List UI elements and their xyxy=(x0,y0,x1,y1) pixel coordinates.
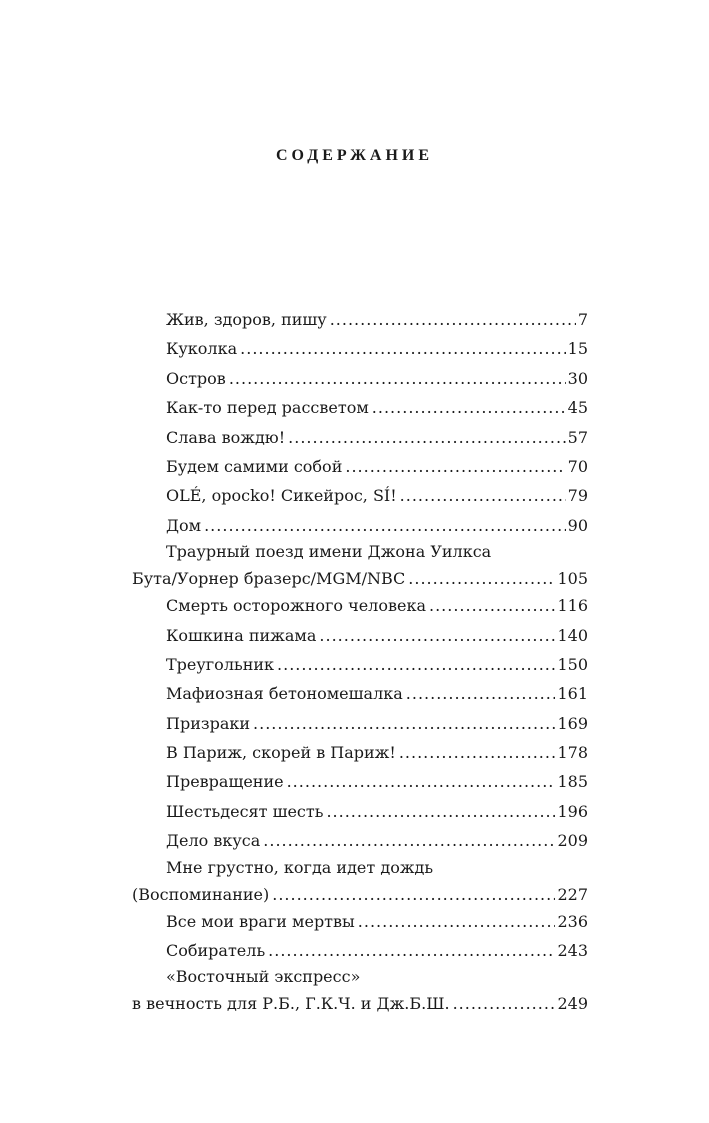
toc-entry[interactable] xyxy=(132,738,588,767)
toc-entry-page: 105 xyxy=(557,569,588,589)
dot-leader xyxy=(240,334,566,363)
toc-entry[interactable] xyxy=(132,305,588,334)
toc-entry-title: Треугольник xyxy=(166,654,275,674)
toc-entry-page: 7 xyxy=(577,310,588,329)
dot-leader xyxy=(400,481,566,510)
toc-entry-page: 227 xyxy=(557,884,588,904)
toc-entry-title: Собиратель xyxy=(166,941,266,961)
toc-entry-title: В Париж, скорей в Париж! xyxy=(166,743,396,763)
toc-entry-page: 116 xyxy=(557,596,588,616)
toc-entry[interactable] xyxy=(132,856,588,907)
toc-entry[interactable] xyxy=(132,393,588,422)
toc-entry-page: 140 xyxy=(557,625,588,645)
dot-leader xyxy=(453,989,556,1018)
toc-entry-title: Все мои враги мертвы xyxy=(166,911,355,931)
toc-entry[interactable] xyxy=(132,511,588,540)
toc-entry-page: 15 xyxy=(567,339,588,359)
toc-entry-title: Как-то перед рассветом xyxy=(166,398,369,418)
toc-entry-title: Мафиозная бетономешалка xyxy=(166,684,403,704)
dot-leader xyxy=(272,880,555,909)
toc-entry-page: 178 xyxy=(557,743,588,763)
toc-entry-page: 90 xyxy=(567,515,588,535)
toc-entry-page: 243 xyxy=(557,941,588,961)
toc-entry[interactable] xyxy=(132,364,588,393)
toc-entry-page: 249 xyxy=(557,994,588,1014)
dot-leader xyxy=(408,564,555,593)
toc-entry-title-line2: (Воспоминание) xyxy=(132,884,270,904)
dot-leader xyxy=(429,591,555,620)
toc-entry-page: 209 xyxy=(557,831,588,851)
dot-leader xyxy=(319,621,555,650)
dot-leader xyxy=(277,650,555,679)
toc-entry-title-line1: Траурный поезд имени Джона Уилкса xyxy=(166,542,492,562)
dot-leader xyxy=(372,393,566,422)
toc-entry-page: 196 xyxy=(557,801,588,821)
toc-entry[interactable] xyxy=(132,540,588,591)
toc-entry[interactable] xyxy=(132,621,588,650)
toc-entry-title: Превращение xyxy=(166,772,284,792)
toc-entry-page: 45 xyxy=(567,398,588,418)
toc-entry-title: Призраки xyxy=(166,713,251,733)
dot-leader xyxy=(345,452,565,481)
dot-leader xyxy=(399,738,556,767)
toc-entry-title: OLÉ, оросkо! Сикейрос, SÍ! xyxy=(166,486,397,506)
page-title: СОДЕРЖАНИЕ xyxy=(275,147,434,164)
toc-entry[interactable] xyxy=(132,797,588,826)
toc-entry-title-line2: Бута/Уорнер бразерс/MGM/NBC xyxy=(132,569,406,589)
toc-entry-title: Слава вождю! xyxy=(166,427,286,447)
toc-entry[interactable] xyxy=(132,907,588,936)
dot-leader xyxy=(358,907,556,936)
dot-leader xyxy=(268,936,555,965)
toc-entry[interactable] xyxy=(132,334,588,363)
toc-entry-title-line1: Мне грустно, когда идет дождь xyxy=(166,857,434,877)
toc-entry-title: Жив, здоров, пишу xyxy=(166,310,327,329)
toc-entry-page: 169 xyxy=(557,713,588,733)
toc-entry-page: 150 xyxy=(557,654,588,674)
toc-entry-page: 30 xyxy=(567,368,588,388)
toc-entry-title: Смерть осторожного человека xyxy=(166,596,426,616)
toc-entry-title: Дело вкуса xyxy=(166,831,261,851)
toc-entry-title: Шестьдесят шесть xyxy=(166,801,324,821)
dot-leader xyxy=(287,767,556,796)
toc-entry[interactable] xyxy=(132,767,588,796)
toc-entry-page: 236 xyxy=(557,911,588,931)
toc-entry-page: 161 xyxy=(557,684,588,704)
toc-entry[interactable] xyxy=(132,591,588,620)
toc-entry-title-line2: в вечность для Р.Б., Г.К.Ч. и Дж.Б.Ш. xyxy=(132,994,450,1014)
toc-entry[interactable] xyxy=(132,452,588,481)
toc-entry-title-line1: «Восточный экспресс» xyxy=(166,967,361,987)
toc-entry-title: Дом xyxy=(166,515,202,535)
toc-entry[interactable] xyxy=(132,826,588,855)
toc-entry[interactable] xyxy=(132,679,588,708)
dot-leader xyxy=(288,423,565,452)
toc-entry-title: Кошкина пижама xyxy=(166,625,317,645)
dot-leader xyxy=(263,826,555,855)
toc-entry-page: 79 xyxy=(567,486,588,506)
toc-entry-title: Остров xyxy=(166,368,226,388)
dot-leader xyxy=(406,679,556,708)
toc-entry-page: 185 xyxy=(557,772,588,792)
toc-entry[interactable] xyxy=(132,650,588,679)
toc-entry[interactable] xyxy=(132,936,588,965)
dot-leader xyxy=(253,709,555,738)
dot-leader xyxy=(326,797,555,826)
toc-entry-page: 57 xyxy=(567,427,588,447)
toc-entry[interactable] xyxy=(132,481,588,510)
dot-leader xyxy=(330,305,576,334)
toc-entry[interactable] xyxy=(132,423,588,452)
table-of-contents xyxy=(132,305,588,1016)
toc-entry[interactable] xyxy=(132,965,588,1016)
toc-entry-title: Куколка xyxy=(166,339,238,359)
toc-entry-title: Будем самими собой xyxy=(166,456,343,476)
toc-entry[interactable] xyxy=(132,709,588,738)
dot-leader xyxy=(229,364,566,393)
dot-leader xyxy=(204,511,566,540)
toc-entry-page: 70 xyxy=(567,456,588,476)
